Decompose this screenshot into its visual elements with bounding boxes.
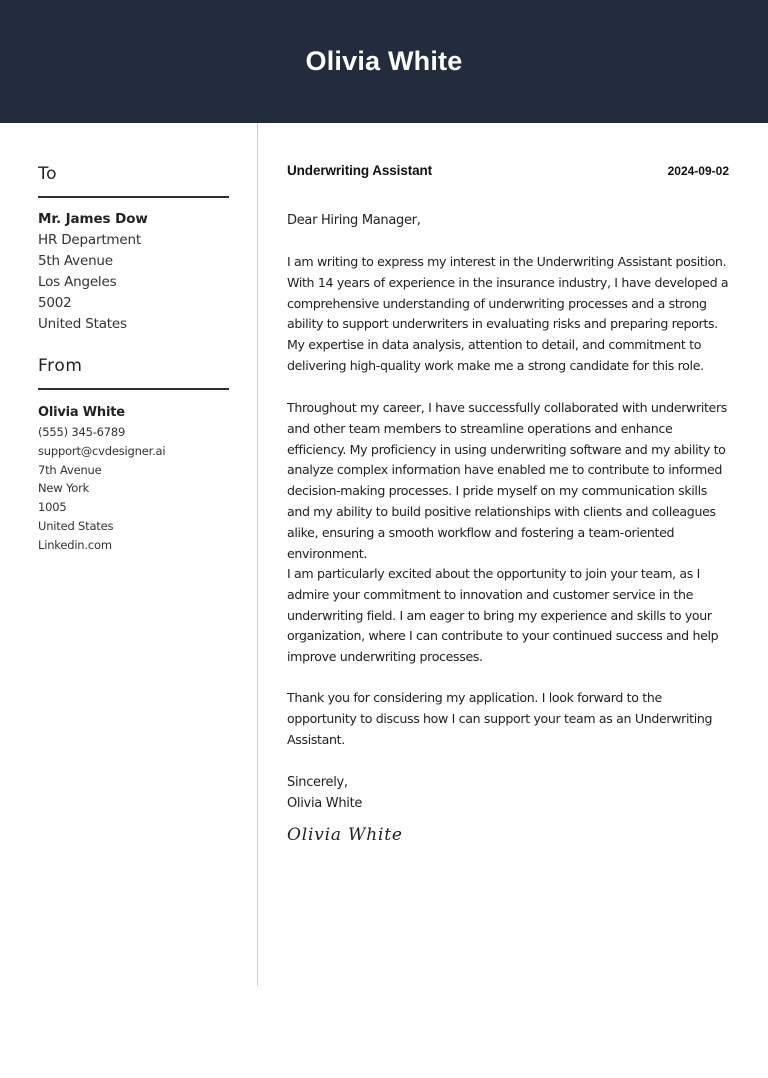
paragraph-1: I am writing to express my interest in the Underwriting Assistant position. With 14 years of experience in the insurance industry, I have developed a comprehensive understanding of underwriting processes and a strong ability to support underwriters in evaluating risks and preparing reports. My expertise in data analysis, attention to detail, and commitment to delivering high-quality work make me a strong candidate for this role. bbox=[287, 254, 729, 373]
closing-block bbox=[287, 772, 362, 814]
to-heading: To bbox=[38, 164, 58, 184]
job-title: Underwriting Assistant bbox=[287, 163, 433, 178]
sender-name: Olivia White bbox=[38, 405, 125, 420]
sender-city: New York bbox=[38, 481, 90, 496]
sender-email: support@cvdesigner.ai bbox=[38, 443, 166, 458]
paragraph-3: I am particularly excited about the opportunity to join your team, as I admire your commitment to innovation and customer service in the underwriting field. I am eager to bring my experience and skills to your organization, where I can contribute to your continued success and help improve underwriting processes. bbox=[287, 566, 719, 665]
greeting: Dear Hiring Manager, bbox=[287, 213, 421, 228]
recipient-city: Los Angeles bbox=[38, 274, 117, 290]
recipient-block bbox=[38, 209, 148, 335]
column-divider bbox=[257, 123, 258, 986]
closing-name: Olivia White bbox=[287, 796, 363, 811]
from-rule bbox=[38, 388, 229, 390]
recipient-country: United States bbox=[38, 316, 127, 332]
signature: Olivia White bbox=[287, 825, 403, 845]
to-rule bbox=[38, 196, 229, 198]
letter-date: 2024-09-02 bbox=[667, 164, 729, 178]
sender-phone: (555) 345-6789 bbox=[38, 425, 126, 439]
sender-street: 7th Avenue bbox=[38, 462, 102, 477]
sender-country: United States bbox=[38, 518, 114, 533]
header-banner bbox=[0, 0, 768, 123]
from-heading: From bbox=[38, 356, 83, 376]
paragraph-2: Throughout my career, I have successfully collaborated with underwriters and other team members to streamline operations and enhance efficiency. My proficiency in using underwriting software and my ability to analyze complex information have enabled me to contribute to informed decision-making processes. I pride myself on my communication skills and my ability to build positive relationships with clients and colleagues alike, ensuring a smooth workflow and fostering a team-oriented environment. bbox=[287, 400, 727, 561]
sender-postal-code: 1005 bbox=[38, 500, 67, 515]
sender-linkedin: Linkedin.com bbox=[38, 537, 112, 552]
closing-salutation: Sincerely, bbox=[287, 775, 348, 790]
letter-meta-row bbox=[287, 163, 729, 178]
recipient-street: 5th Avenue bbox=[38, 253, 113, 269]
recipient-name: Mr. James Dow bbox=[38, 211, 148, 227]
paragraph-4: Thank you for considering my application. I look forward to the opportunity to discuss how I can support your team as an Underwriting Assistant. bbox=[287, 690, 713, 747]
sender-block bbox=[38, 403, 165, 555]
recipient-postal-code: 5002 bbox=[38, 295, 72, 311]
header-name: Olivia White bbox=[305, 46, 463, 76]
recipient-department: HR Department bbox=[38, 232, 141, 248]
